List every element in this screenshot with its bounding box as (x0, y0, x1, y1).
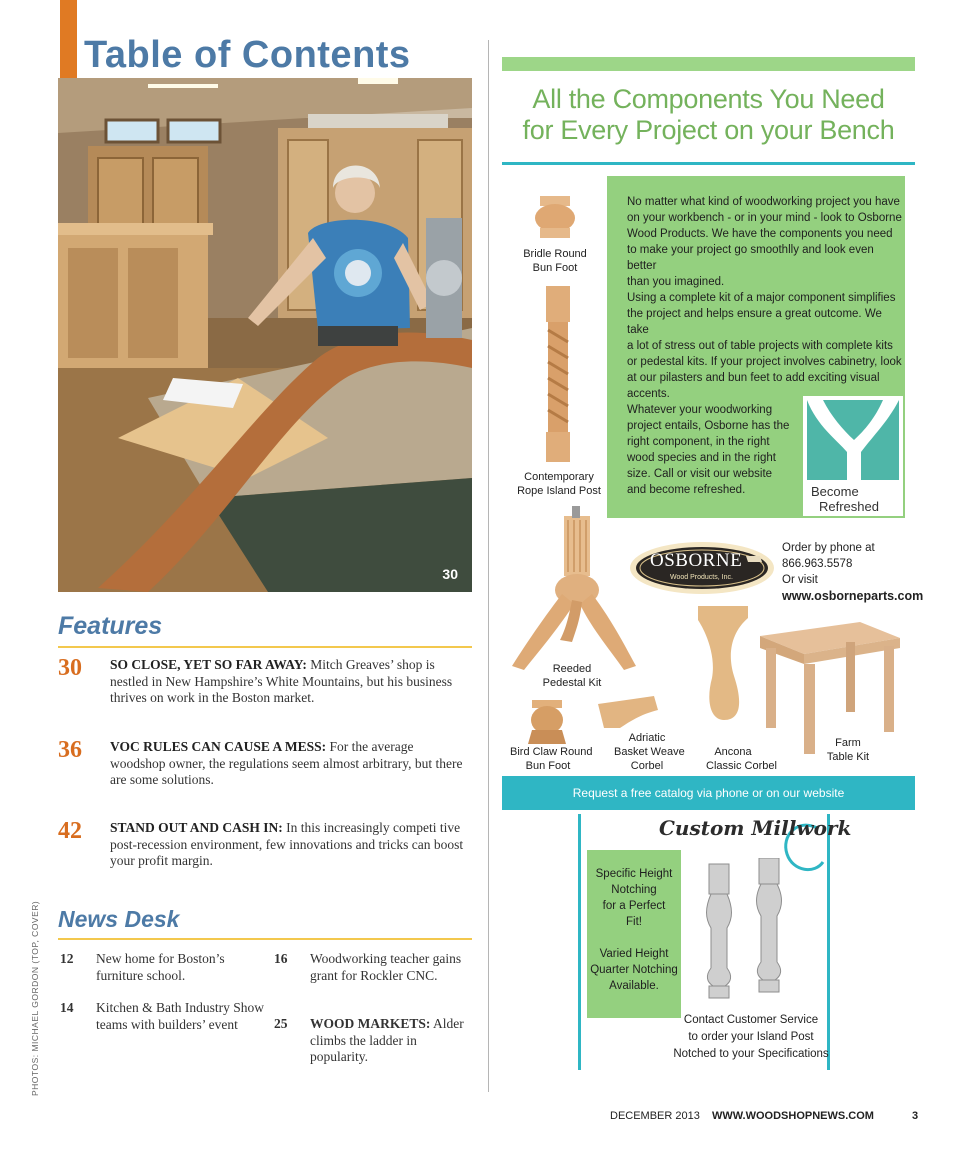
features-rule (58, 646, 472, 648)
ad-line: to make your project go smoothlly and look even better (627, 244, 874, 272)
notching-spacer (587, 930, 681, 946)
ad-paragraph (627, 290, 905, 402)
ad-line: on your workbench - or in your mind - look to Osborne (627, 212, 902, 224)
label-line: Bun Foot (532, 262, 578, 274)
osborne-logo-subtitle: Wood Products, Inc. (670, 574, 733, 581)
label-line: Pedestal Kit (542, 677, 602, 689)
notching-line: Available. (609, 980, 659, 992)
label-line: Corbel (630, 760, 664, 772)
label-line: Bird Claw Round (510, 746, 593, 758)
become-refreshed-logo (803, 396, 903, 516)
order-info (782, 540, 923, 604)
photo-credit: PHOTOS: MICHAEL GORDON (TOP, COVER) (30, 900, 40, 1096)
news-text: Kitchen & Bath Industry Show teams with builders’ event (96, 1000, 264, 1032)
feature-body: In this increasingly competi tive post-recession environment, few innovations and tricks can boost your profit margin. (110, 820, 464, 868)
feature-description (110, 739, 472, 789)
adriatic-corbel-image (598, 696, 658, 728)
news-page-number: 14 (60, 1000, 74, 1015)
ad-top-bar (502, 57, 915, 71)
ad-line: and become refreshed. (627, 484, 746, 496)
news-text: Woodworking teacher gains grant for Rockler CNC. (310, 951, 462, 983)
ad-headline-line: All the Components You Need (532, 84, 885, 114)
label-line: Basket Weave (614, 746, 685, 758)
rope-post-image (546, 286, 570, 462)
product-label (706, 745, 777, 773)
news-page-number: 16 (274, 951, 288, 966)
contact-line: Contact Customer Service (683, 1014, 819, 1026)
feature-description (110, 657, 472, 707)
ad-line: No matter what kind of woodworking project you have (627, 196, 900, 208)
news-page-number: 12 (60, 951, 74, 966)
notching-box (587, 850, 681, 1018)
notching-line: Notching (611, 884, 657, 896)
feature-photo (58, 78, 472, 592)
ad-line: the project and helps ensure a great outcome. We take (627, 308, 882, 336)
ad-line: size. Call or visit our website (627, 468, 773, 480)
news-body: Alder climbs the ladder in popularity. (310, 1016, 464, 1064)
contact-customer-service (669, 1012, 833, 1063)
bun-foot-image (535, 196, 575, 238)
footer-page-number: 3 (912, 1110, 919, 1122)
feature-kicker: VOC RULES CAN CAUSE A MESS: (110, 739, 327, 754)
ad-line: or pedestal kits. If your project involves cabinetry, look (627, 356, 902, 368)
notching-line: Fit! (626, 916, 642, 928)
ad-line: Wood Products. We have the components you need (627, 228, 893, 240)
footer-website[interactable]: WWW.WOODSHOPNEWS.COM (712, 1110, 874, 1122)
ancona-corbel-image (698, 606, 748, 720)
feature-kicker: SO CLOSE, YET SO FAR AWAY: (110, 657, 307, 672)
ad-line: Whatever your woodworking (627, 404, 773, 416)
contact-line: Notched to your Specifications (673, 1048, 829, 1060)
order-text: Order by phone at (782, 542, 875, 554)
product-label (516, 470, 602, 498)
product-label (540, 662, 604, 690)
ad-line: a lot of stress out of table projects with complete kits (627, 340, 893, 352)
bird-claw-foot-image (528, 700, 566, 744)
news-text (310, 1016, 470, 1066)
label-line: Rope Island Post (517, 485, 601, 497)
reeded-pedestal-image (512, 506, 636, 670)
feature-page-number: 30 (58, 655, 82, 681)
notching-line: Specific Height (595, 868, 673, 880)
label-line: Classic Corbel (706, 760, 777, 772)
news-desk-heading: News Desk (58, 906, 180, 932)
feature-page-number: 36 (58, 737, 82, 763)
footer-date: DECEMBER 2013 (610, 1110, 700, 1122)
ad-headline-line: for Every Project on your Bench (522, 115, 895, 145)
ad-paragraph (627, 402, 789, 498)
product-label (520, 247, 590, 275)
product-label (614, 731, 685, 773)
title-accent-bar (60, 0, 77, 78)
ad-divider-line (502, 162, 915, 165)
label-line: Bun Foot (525, 760, 571, 772)
page-title: Table of Contents (84, 34, 411, 76)
label-line: Adriatic (628, 732, 666, 744)
order-phone[interactable]: 866.963.5578 (782, 558, 853, 570)
label-line: Bridle Round (523, 248, 587, 260)
become-text: Become (811, 484, 859, 499)
notching-line: for a Perfect (602, 900, 666, 912)
photo-page-ref: 30 (442, 566, 458, 582)
label-line: Ancona (714, 746, 752, 758)
news-page-number: 25 (274, 1016, 288, 1031)
features-heading: Features (58, 612, 163, 640)
notching-line: Quarter Notching (590, 964, 678, 976)
ad-headline (502, 84, 915, 146)
label-line: Contemporary (524, 471, 594, 483)
feature-description (110, 820, 472, 870)
product-label (510, 745, 593, 773)
news-kicker: WOOD MARKETS: (310, 1016, 431, 1031)
label-line: Reeded (552, 663, 592, 675)
island-posts-image (697, 858, 807, 1008)
news-desk-rule (58, 938, 472, 940)
ad-line: right component, in the right (627, 436, 770, 448)
product-label (826, 736, 870, 764)
custom-millwork-box (578, 814, 852, 1070)
refreshed-text: Refreshed (819, 499, 879, 514)
ad-line: project entails, Osborne has the (627, 420, 790, 432)
feature-page-number: 42 (58, 818, 82, 844)
farm-table-image (760, 622, 900, 754)
ad-line: Using a complete kit of a major component simplifies (627, 292, 896, 304)
ad-copy-box (607, 176, 905, 518)
osborne-logo-name: OSBORNE (650, 550, 743, 571)
feature-body: Mitch Greaves’ shop is nestled in New Hampshire’s White Mountains, but his business thrives on work in the Boston market. (110, 657, 453, 705)
ad-line: at our pilasters and bun feet to add exciting visual (627, 372, 880, 384)
label-line: Farm (835, 737, 861, 749)
osborne-logo (628, 540, 776, 596)
order-text: Or visit (782, 574, 818, 586)
ad-line: wood species and in the right (627, 452, 776, 464)
ad-line: than you imagined. (627, 276, 725, 288)
notching-line: Varied Height (599, 948, 669, 960)
order-url-link[interactable]: www.osborneparts.com (782, 589, 924, 603)
news-text: New home for Boston’s furniture school. (96, 951, 225, 983)
contact-line: to order your Island Post (688, 1031, 814, 1043)
ad-line: accents. (627, 388, 670, 400)
custom-millwork-title: Custom Millwork (659, 816, 852, 840)
feature-kicker: STAND OUT AND CASH IN: (110, 820, 283, 835)
tree-logo-icon (803, 396, 903, 482)
feature-body: For the average woodshop owner, the regulations seem almost arbitrary, but there are some solutions. (110, 739, 463, 787)
catalog-banner[interactable]: Request a free catalog via phone or on our website (502, 776, 915, 810)
label-line: Table Kit (826, 751, 870, 763)
ad-paragraph (627, 194, 905, 290)
column-divider (488, 40, 489, 1092)
